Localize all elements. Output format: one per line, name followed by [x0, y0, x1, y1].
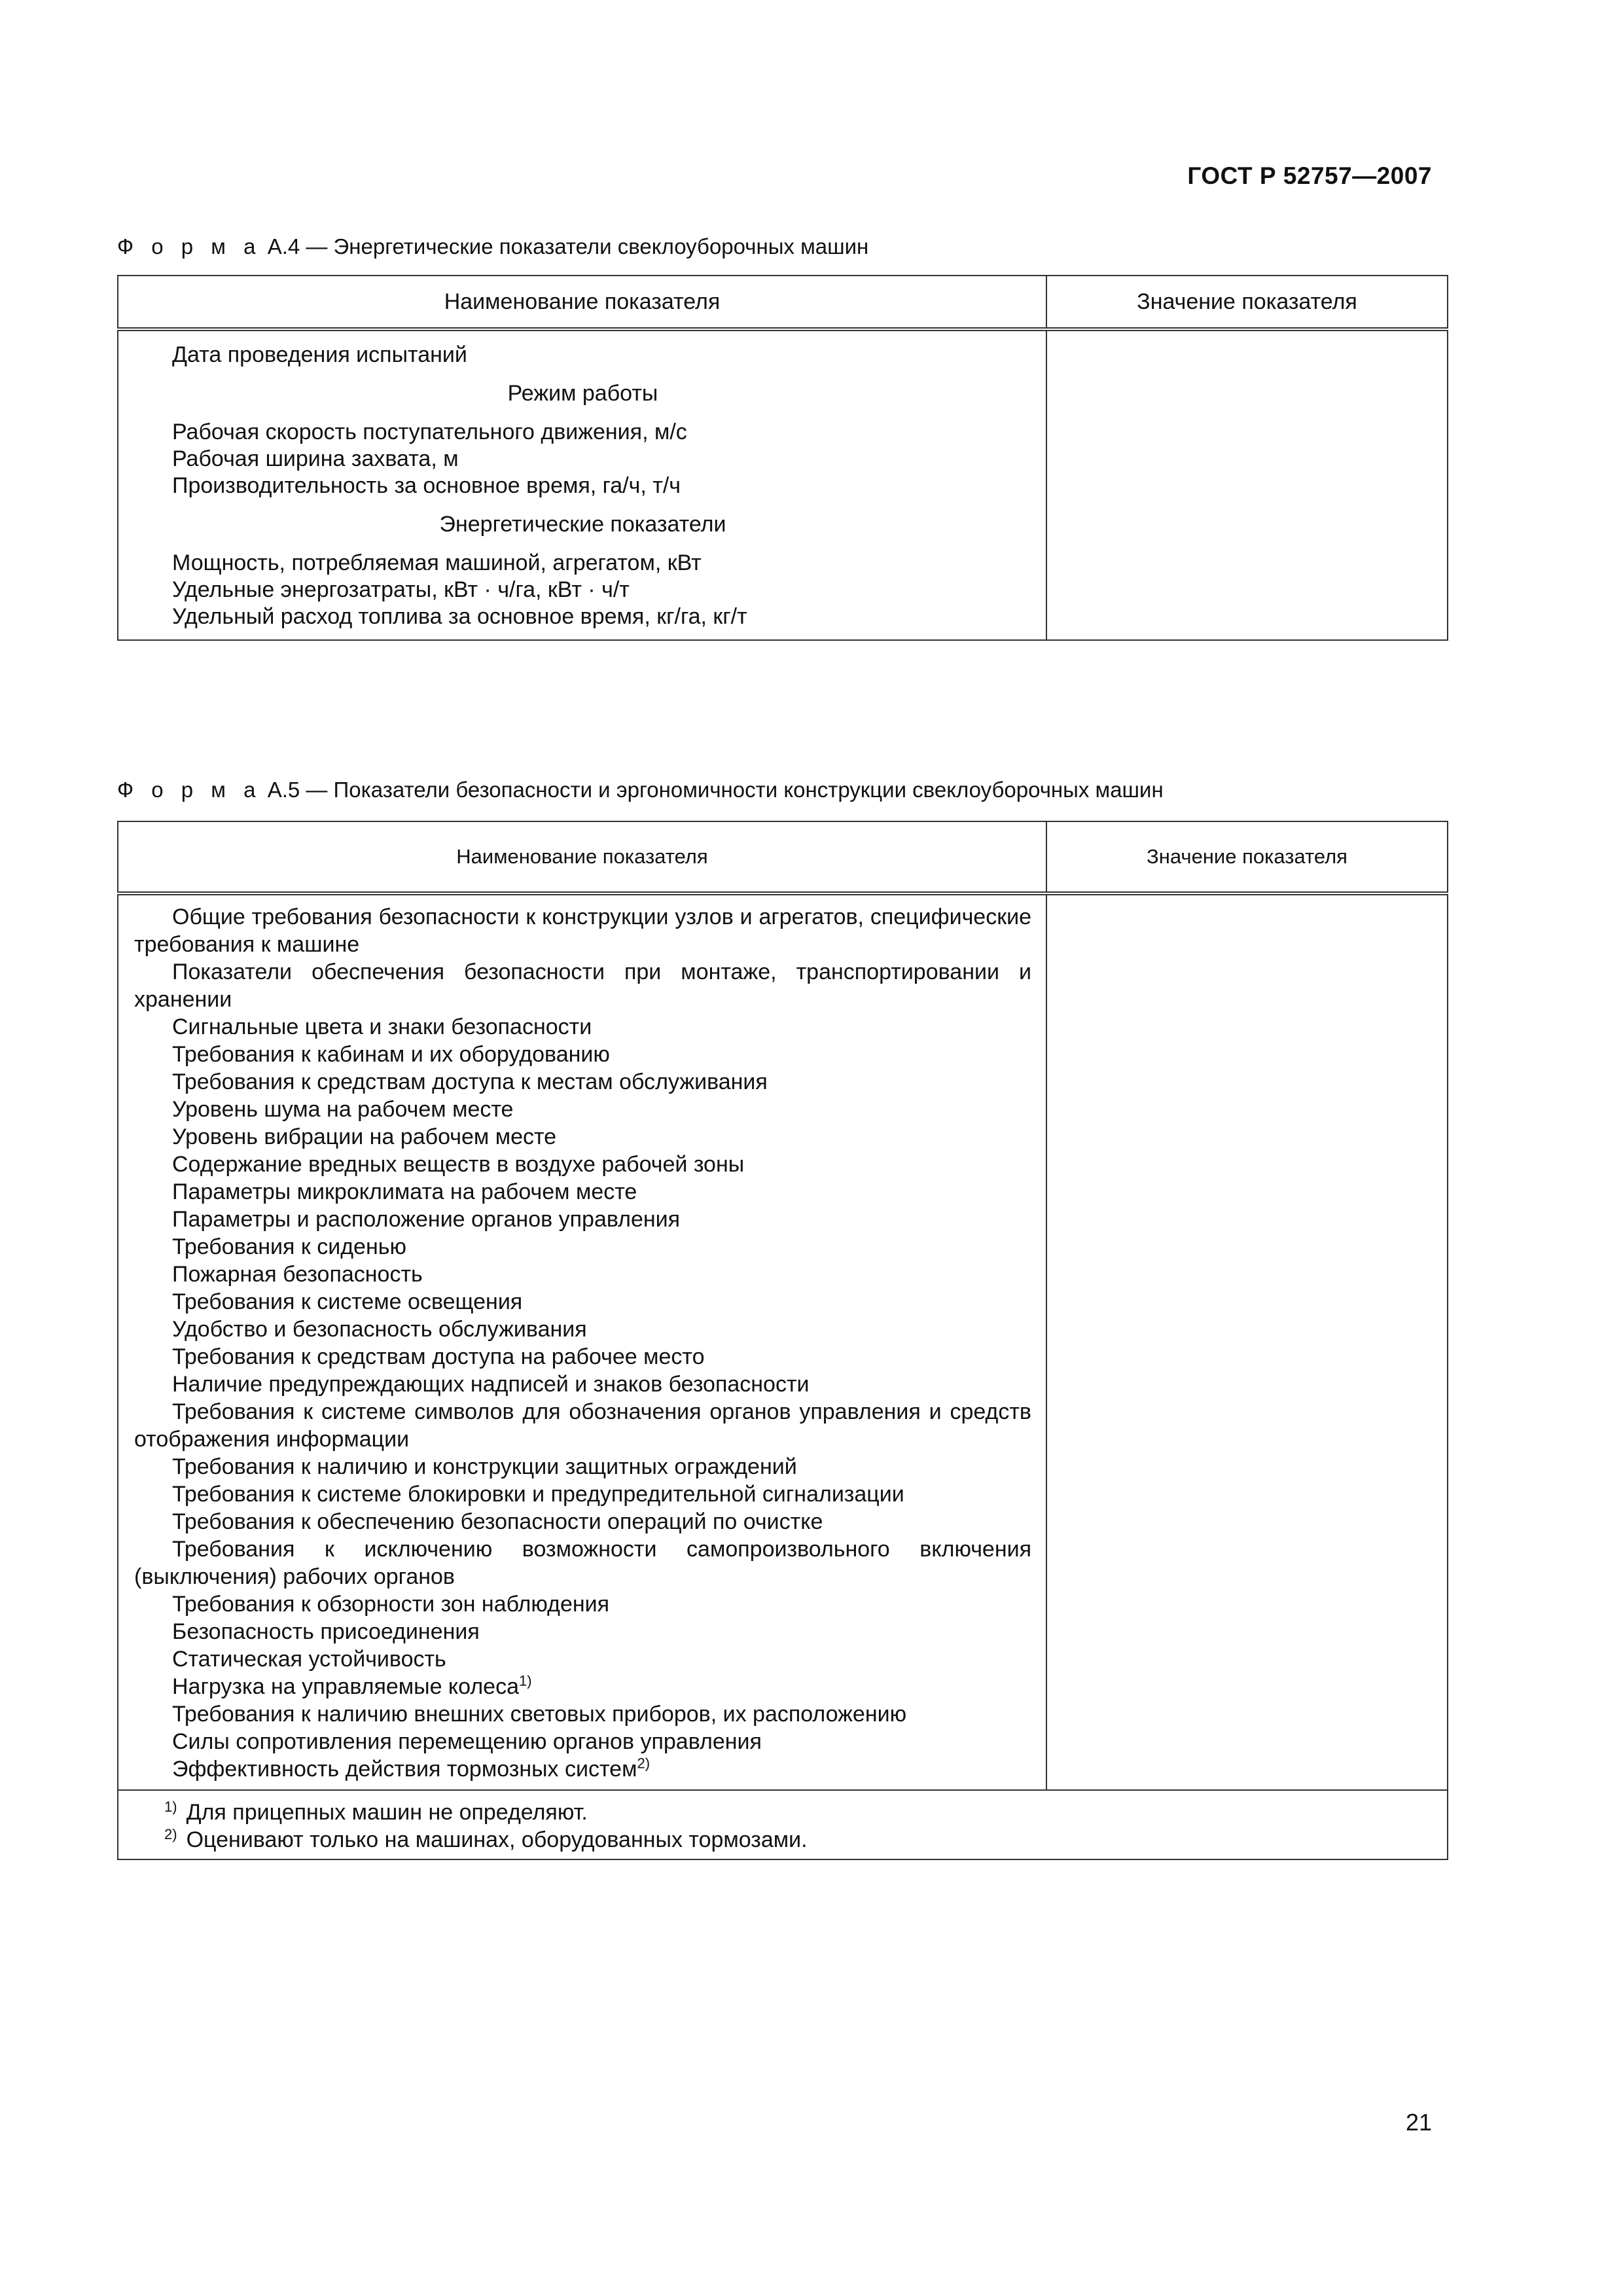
- list-item: Сигнальные цвета и знаки безопасности: [172, 1014, 592, 1039]
- list-item: Мощность, потребляемая машиной, агрегатом, кВт: [172, 550, 702, 575]
- list-item: Параметры микроклимата на рабочем месте: [172, 1179, 637, 1204]
- page-number: 21: [1405, 2109, 1432, 2136]
- standard-designation: ГОСТ Р 52757—2007: [1187, 162, 1432, 189]
- list-item: Требования к исключению возможности самопроизвольного включения (выключения) рабочих органов: [134, 1537, 1031, 1589]
- list-item: Уровень вибрации на рабочем месте: [172, 1124, 557, 1149]
- footnote-mark: 1): [519, 1672, 532, 1689]
- list-item: Требования к сиденью: [172, 1234, 406, 1259]
- list-item-with-footnote: [134, 1673, 1031, 1700]
- list-item: Требования к обеспечению безопасности операций по очистке: [172, 1509, 823, 1534]
- list-item: Требования к системе блокировки и предупредительной сигнализации: [172, 1482, 904, 1507]
- form-a5-footnotes-cell: [118, 1790, 1448, 1859]
- list-item: Содержание вредных веществ в воздухе рабочей зоны: [172, 1152, 745, 1177]
- form-a4-table: [117, 275, 1448, 641]
- form-a5-value-cell: [1046, 893, 1448, 1790]
- list-item: Производительность за основное время, га/ч, т/ч: [172, 473, 681, 498]
- form-a4-body-row: [118, 329, 1448, 640]
- list-item: Силы сопротивления перемещению органов управления: [172, 1729, 762, 1754]
- footnote-mark: 1): [164, 1798, 177, 1815]
- form-a5-caption-text: А.5 — Показатели безопасности и эргономичности конструкции свеклоуборочных машин: [267, 778, 1164, 802]
- list-item: Уровень шума на рабочем месте: [172, 1097, 514, 1122]
- footnote-mark: 2): [637, 1755, 651, 1772]
- list-item: Рабочая скорость поступательного движения, м/с: [172, 420, 687, 444]
- list-item: Удобство и безопасность обслуживания: [172, 1317, 587, 1342]
- section-operating-mode: Режим работы: [507, 381, 658, 406]
- list-item: Общие требования безопасности к конструкции узлов и агрегатов, специфические требования к машине: [134, 905, 1031, 957]
- form-a5-col-name-header: Наименование показателя: [118, 821, 1046, 893]
- list-item: Требования к системе освещения: [172, 1289, 523, 1314]
- footnote: [164, 1826, 1431, 1854]
- form-a4-value-cell: [1046, 329, 1448, 640]
- list-item: Удельный расход топлива за основное время, кг/га, кг/т: [172, 604, 747, 629]
- footnote-text: Для прицепных машин не определяют.: [186, 1800, 588, 1825]
- list-item: Требования к обзорности зон наблюдения: [172, 1592, 610, 1617]
- list-item: Безопасность присоединения: [172, 1619, 480, 1644]
- list-item: Показатели обеспечения безопасности при монтаже, транспортировании и хранении: [134, 960, 1031, 1012]
- form-a4-caption-prefix: Ф о р м а: [117, 234, 262, 259]
- form-a4-col-name-header: Наименование показателя: [118, 276, 1046, 329]
- test-date-label: Дата проведения испытаний: [172, 342, 467, 367]
- form-a4-col-value-header: Значение показателя: [1046, 276, 1448, 329]
- footnote: [164, 1799, 1431, 1826]
- list-item: Требования к средствам доступа на рабочее место: [172, 1344, 705, 1369]
- list-item: Требования к средствам доступа к местам обслуживания: [172, 1069, 768, 1094]
- form-a5-caption: [117, 778, 1164, 802]
- list-item-text: Нагрузка на управляемые колеса: [172, 1674, 520, 1699]
- list-item-with-footnote: [134, 1755, 1031, 1783]
- list-item: Требования к наличию и конструкции защитных ограждений: [172, 1454, 797, 1479]
- form-a4-name-cell: [118, 329, 1046, 640]
- list-item: Требования к системе символов для обозначения органов управления и средств отображения информации: [134, 1399, 1031, 1452]
- list-item: Удельные энергозатраты, кВт · ч/га, кВт · ч/т: [172, 577, 630, 602]
- list-item: Статическая устойчивость: [172, 1647, 446, 1672]
- footnote-text: Оценивают только на машинах, оборудованных тормозами.: [186, 1827, 808, 1852]
- list-item: Рабочая ширина захвата, м: [172, 446, 459, 471]
- form-a5-footnote-row: [118, 1790, 1448, 1859]
- form-a5-caption-prefix: Ф о р м а: [117, 778, 262, 802]
- list-item: Требования к наличию внешних световых приборов, их расположению: [172, 1702, 907, 1727]
- form-a4-caption-text: А.4 — Энергетические показатели свеклоуборочных машин: [267, 234, 869, 259]
- list-item-text: Эффективность действия тормозных систем: [172, 1757, 637, 1782]
- list-item: Параметры и расположение органов управления: [172, 1207, 681, 1232]
- section-energy-indicators: Энергетические показатели: [439, 512, 726, 537]
- list-item: Наличие предупреждающих надписей и знаков безопасности: [172, 1372, 810, 1397]
- form-a4-caption: [117, 234, 868, 259]
- form-a5-col-value-header: Значение показателя: [1046, 821, 1448, 893]
- form-a5-body-row: [118, 893, 1448, 1790]
- list-item: Пожарная безопасность: [172, 1262, 423, 1287]
- list-item: Требования к кабинам и их оборудованию: [172, 1042, 610, 1067]
- form-a5-table: [117, 821, 1448, 1860]
- footnote-mark: 2): [164, 1825, 177, 1842]
- form-a5-name-cell: [118, 893, 1046, 1790]
